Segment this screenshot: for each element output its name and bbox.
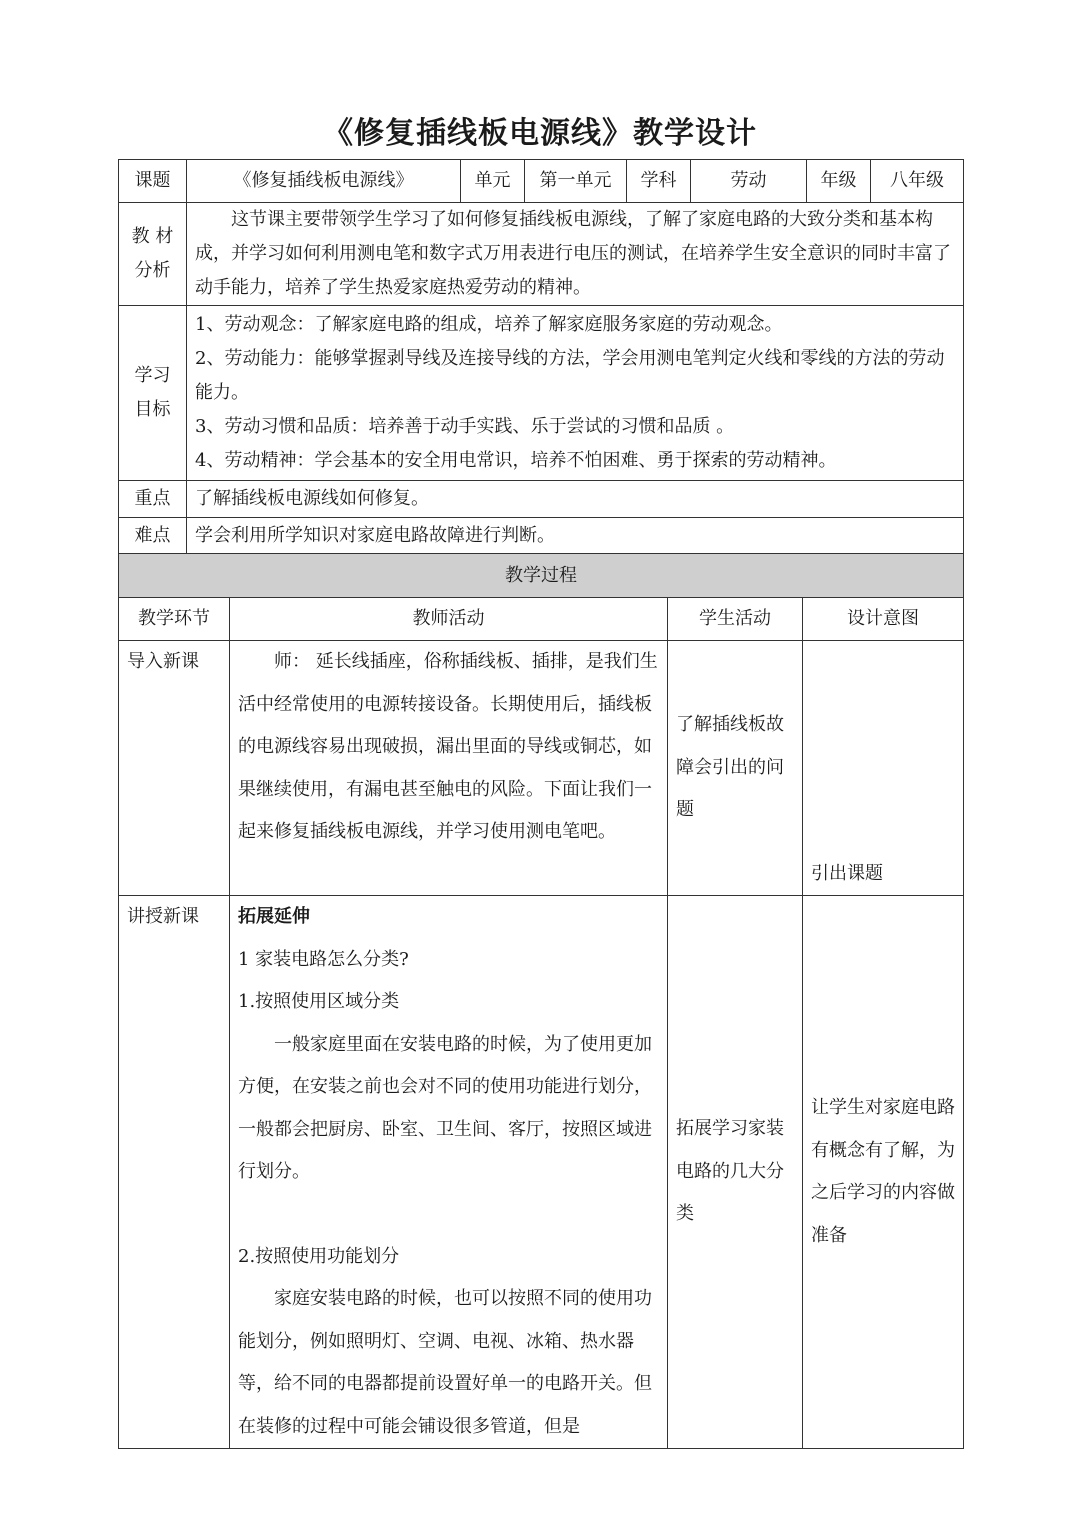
column-header: 教师活动	[230, 598, 668, 641]
goals-label-line1: 学习	[134, 365, 171, 386]
info-table	[118, 159, 964, 555]
analysis-text: 这节课主要带领学生学习了如何修复插线板电源线，了解了家庭电路的大致分类和基本构成，并学习如何利用测电笔和数字式万用表进行电压的测试，在培养学生安全意识的同时丰富了动手能力，培养了学生热爱家庭热爱劳动的精神。	[187, 203, 964, 306]
stage-new-lesson: 讲授新课	[119, 896, 230, 1449]
paragraph: 一般家庭里面在安装电路的时候，为了使用更加方便，在安装之前也会对不同的使用功能进行划分，一般都会把厨房、卧室、卫生间、客厅，按照区域进行划分。	[238, 1033, 652, 1182]
topic-value: 《修复插线板电源线》	[187, 160, 461, 203]
subheading: 2.按照使用功能划分	[238, 1245, 400, 1267]
question: 1 家装电路怎么分类?	[238, 948, 409, 970]
topic-label: 课题	[119, 160, 187, 203]
goals-label-line2: 目标	[134, 399, 171, 420]
goals-list	[187, 306, 964, 481]
key-point-text: 了解插线板电源线如何修复。	[187, 481, 964, 518]
unit-label: 单元	[461, 160, 525, 203]
grade-label: 年级	[807, 160, 871, 203]
analysis-label-line1: 教 材	[131, 226, 174, 247]
difficulty-text: 学会利用所学知识对家庭电路故障进行判断。	[187, 518, 964, 555]
grade-value: 八年级	[871, 160, 964, 203]
teacher-activity-intro: 师： 延长线插座，俗称插线板、插排，是我们生活中经常使用的电源转接设备。长期使用后，插线板的电源线容易出现破损，漏出里面的导线或铜芯，如果继续使用，有漏电甚至触电的风险。下面让我们一起来修复插线板电源线，并学习使用测电笔吧。	[230, 641, 668, 896]
process-table	[118, 553, 964, 1449]
student-activity-intro: 了解插线板故障会引出的问题	[668, 641, 803, 896]
unit-value: 第一单元	[525, 160, 627, 203]
column-header: 教学环节	[119, 598, 230, 641]
goal-item: 2、劳动能力：能够掌握剥导线及连接导线的方法，学会用测电笔判定火线和零线的方法的劳动能力。	[195, 348, 945, 403]
subject-label: 学科	[627, 160, 691, 203]
column-header: 设计意图	[803, 598, 964, 641]
goals-label	[119, 306, 187, 481]
paragraph: 家庭安装电路的时候，也可以按照不同的使用功能划分，例如照明灯、空调、电视、冰箱、热水器等，给不同的电器都提前设置好单一的电路开关。但在装修的过程中可能会铺设很多管道，但是	[238, 1288, 652, 1437]
teacher-activity-new-lesson	[230, 896, 668, 1449]
design-intent-intro: 引出课题	[803, 641, 964, 896]
process-heading: 教学过程	[119, 554, 964, 598]
section-heading: 拓展延伸	[238, 906, 310, 927]
subject-value: 劳动	[691, 160, 807, 203]
goal-item: 1、劳动观念：了解家庭电路的组成，培养了解家庭服务家庭的劳动观念。	[195, 314, 783, 335]
student-activity-new-lesson: 拓展学习家装电路的几大分类	[668, 896, 803, 1449]
difficulty-label: 难点	[119, 518, 187, 555]
blank-line	[238, 1194, 659, 1236]
subheading: 1.按照使用区域分类	[238, 991, 400, 1012]
key-point-label: 重点	[119, 481, 187, 518]
stage-intro: 导入新课	[119, 641, 230, 896]
column-header: 学生活动	[668, 598, 803, 641]
analysis-label-line2: 分析	[134, 260, 171, 281]
analysis-label	[119, 203, 187, 306]
goal-item: 4、劳动精神：学会基本的安全用电常识，培养不怕困难、勇于探索的劳动精神。	[195, 450, 837, 471]
page-title: 《修复插线板电源线》教学设计	[323, 116, 757, 151]
design-intent-new-lesson: 让学生对家庭电路有概念有了解，为之后学习的内容做准备	[803, 896, 964, 1449]
goal-item: 3、劳动习惯和品质：培养善于动手实践、乐于尝试的习惯和品质 。	[195, 416, 735, 437]
